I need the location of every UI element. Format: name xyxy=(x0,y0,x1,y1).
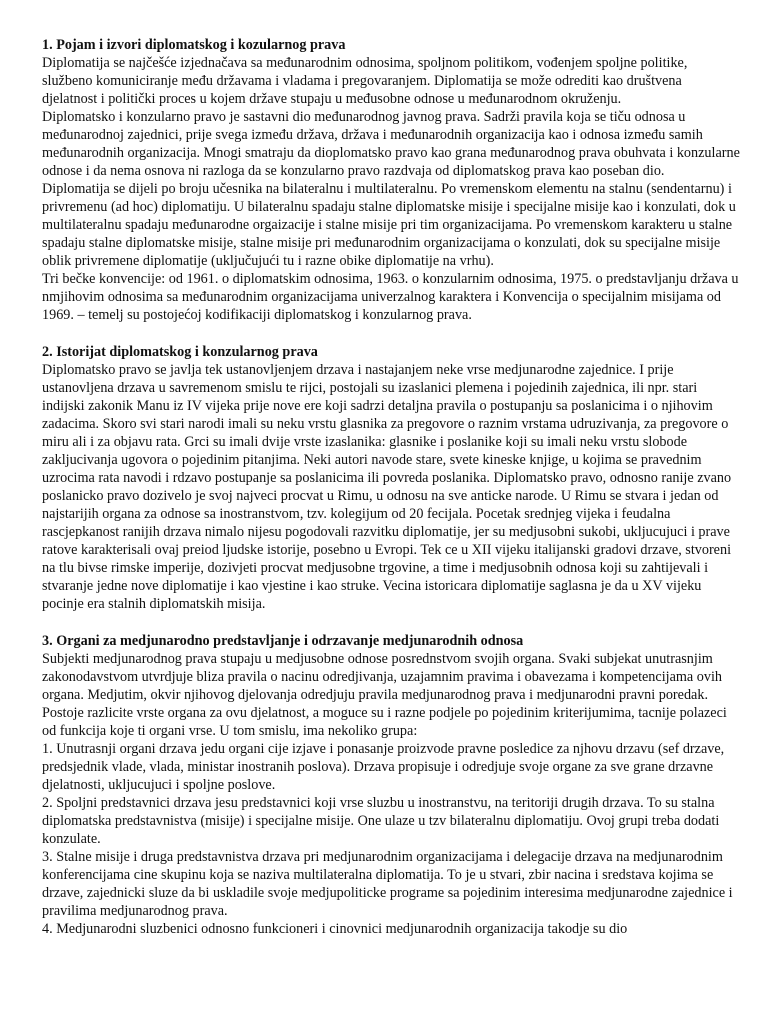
paragraph: 3. Stalne misije i druga predstavnistva drzava pri medjunarodnim organizacijama i delegacije drzava na medjunarodnim konferencijama cine skupinu koja se naziva multilateralna diplomatija. To je u stvari, zbir nacina i sredstava kojima se drzave, zajednicki sluze da bi uskladile svoje medjupoliticke programe sa pojedinim interesima medjunarodne zajednice i pravilima medjunarodnog prava. xyxy=(42,849,733,919)
paragraph: 1. Unutrasnji organi drzava jedu organi cije izjave i ponasanje proizvode pravne posledice za njhovu drzavu (sef drzave, predsjednik vlade, vlada, ministar inostranih poslova). Drzava propisuje i odredjuje svoje organe za sve grane drzavne djelatnosti, ukljucujuci i spoljne poslove. xyxy=(42,741,725,793)
section-heading: 3. Organi za medjunarodno predstavljanje i odrzavanje medjunarodnih odnosa xyxy=(42,633,524,649)
paragraph: 4. Medjunarodni sluzbenici odnosno funkcioneri i cinovnici medjunarodnih organizacija takodje su dio xyxy=(42,921,628,937)
section-1 xyxy=(42,36,740,324)
paragraph: Tri bečke konvencije: od 1961. o diplomatskim odnosima, 1963. o konzularnim odnosima, 1975. o predstavljanju država u nmjihovim odnosima sa međunarodnim organizacijama univerzalnog karaktera i Konvencija o specijalnim misijama od 1969. – temelj su postojećoj kodifikaciji diplomatskog i konzularnog prava. xyxy=(42,271,739,323)
section-3 xyxy=(42,632,740,938)
section-heading: 1. Pojam i izvori diplomatskog i kozularnog prava xyxy=(42,37,346,53)
section-2 xyxy=(42,343,740,613)
paragraph: Diplomatsko pravo se javlja tek ustanovljenjem drzava i nastajanjem neke vrse medjunarodne zajednice. I prije ustanovljena drzava u savremenom smislu te rijci, postojali su izaslanici plemena i pojedinih zajednica, ili npr. stari indijski zakonik Manu iz IV vijeka prije nove ere koji sadrzi detaljna pravila o postupanju sa poslanicima i o njihovim zadacima. Skoro svi stari narodi imali su neku vrstu glasnika za pregovore o raznim vrstama udruzivanja, za pregovore o miru ali i za objavu rata. Grci su imali dvije vrste izaslanika: glasnike i poslanike koji su imali neku vrstu slobode zakljucivanja ugovora o pojedinim pitanjima. Neki autori navode stare, svete kineske knjige, u kojima se pravednim uzrocima rata navodi i rdzavo postupanje sa poslanicima ili povreda poslanika. Diplomatsko pravo, odnosno ranije zvano poslanicko pravo dozivelo je svoj najveci procvat u Rimu, u odnosu na sve anticke narode. U Rimu se stvara i jedan od najstarijih organa za odnose sa inostranstvom, tzv. kolegijum od 20 fecijala. Pocetak srednjeg vijeka i feudalna rascjepkanost ranijih drzava nimalo nijesu pogodovali razvitku diplomatije, jer su medjusobni sukobi, ukljucujuci i prave ratove karakterisali ovaj preiod ljudske istorije, posebno u Evropi. Tek ce u XII vijeku italijanski gradovi drzave, stvoreni na tlu bivse rimske imperije, dozivjeti procvat medjusobne trgovine, a time i medjusobnih odnosa koji su zahtijevali i stvaranje jedne nove diplomatije i kao vjestine i kao struke. Vecina istoricara diplomatije saglasna je da u XV vijeku pocinje era stalnih diplomatskih misija. xyxy=(42,362,732,612)
paragraph: 2. Spoljni predstavnici drzava jesu predstavnici koji vrse sluzbu u inostranstvu, na teritoriji drugih drzava. To su stalna diplomatska predstavnistva (misije) i specijalne misije. One ulaze u tzv bilateralnu diplomatiju. Ovoj grupi treba dodati konzulate. xyxy=(42,795,720,847)
paragraph: Diplomatija se dijeli po broju učesnika na bilateralnu i multilateralnu. Po vremenskom elementu na stalnu (sendentarnu) i privremenu (ad hoc) diplomatiju. U bilateralnu spadaju stalne diplomatske misije i specijalne misije kao i konzulati, dok u multilateralnu spadaju međunarodne orgaizacije i stalne misije pri tim organizacijama. Po vremenskom karakteru u stalne spadaju stalne diplomatske misije, stalne misije pri međunarodnim organizacijama o konzulati, dok su specijalne misije oblik privremene diplomatije (uključujući tu i razne obike diplomatije na vrhu). xyxy=(42,181,736,269)
paragraph: Subjekti medjunarodnog prava stupaju u medjusobne odnose posrednstvom svojih organa. Svaki subjekat unutrasnjim zakonodavstvom utvrdjuje bliza pravila o nacinu odredjivanja, uzajamnim pravima i obavezama i kompetencijama ovih organa. Medjutim, okvir njihovog djelovanja odredjuju pravila medjunarodnog prava i medjunarodni pravni poredak. Postoje razlicite vrste organa za ovu djelatnost, a moguce su i razne podjele po pojedinim kriterijumima, tacnije polazeci od funkcija koje ti organi vrse. U tom smislu, ima nekoliko grupa: xyxy=(42,651,727,739)
paragraph: Diplomatija se najčešće izjednačava sa međunarodnim odnosima, spoljnom politikom, vođenjem spoljne politike, službeno komuniciranje među državama i vladama i pregovaranjem. Diplomatija se može odrediti kao društvena djelatnost i politički proces u kojem države stupaju u međusobne odnose u međunarodnom okruženju. xyxy=(42,55,688,107)
section-heading: 2. Istorijat diplomatskog i konzularnog prava xyxy=(42,344,318,360)
paragraph: Diplomatsko i konzularno pravo je sastavni dio međunarodnog javnog prava. Sadrži pravila koja se tiču odnosa u međunarodnoj zajednici, prije svega između država, država i međunarodnih organizacija kao i odnosa između samih međunarodnih organizacija. Mnogi smatraju da dioplomatsko pravo kao grana međunarodnog prava obuhvata i konzularne odnose i da nema osnova ni razloga da se konzularno pravo razdvaja od diplomatskog prava kao poseban dio. xyxy=(42,109,740,179)
